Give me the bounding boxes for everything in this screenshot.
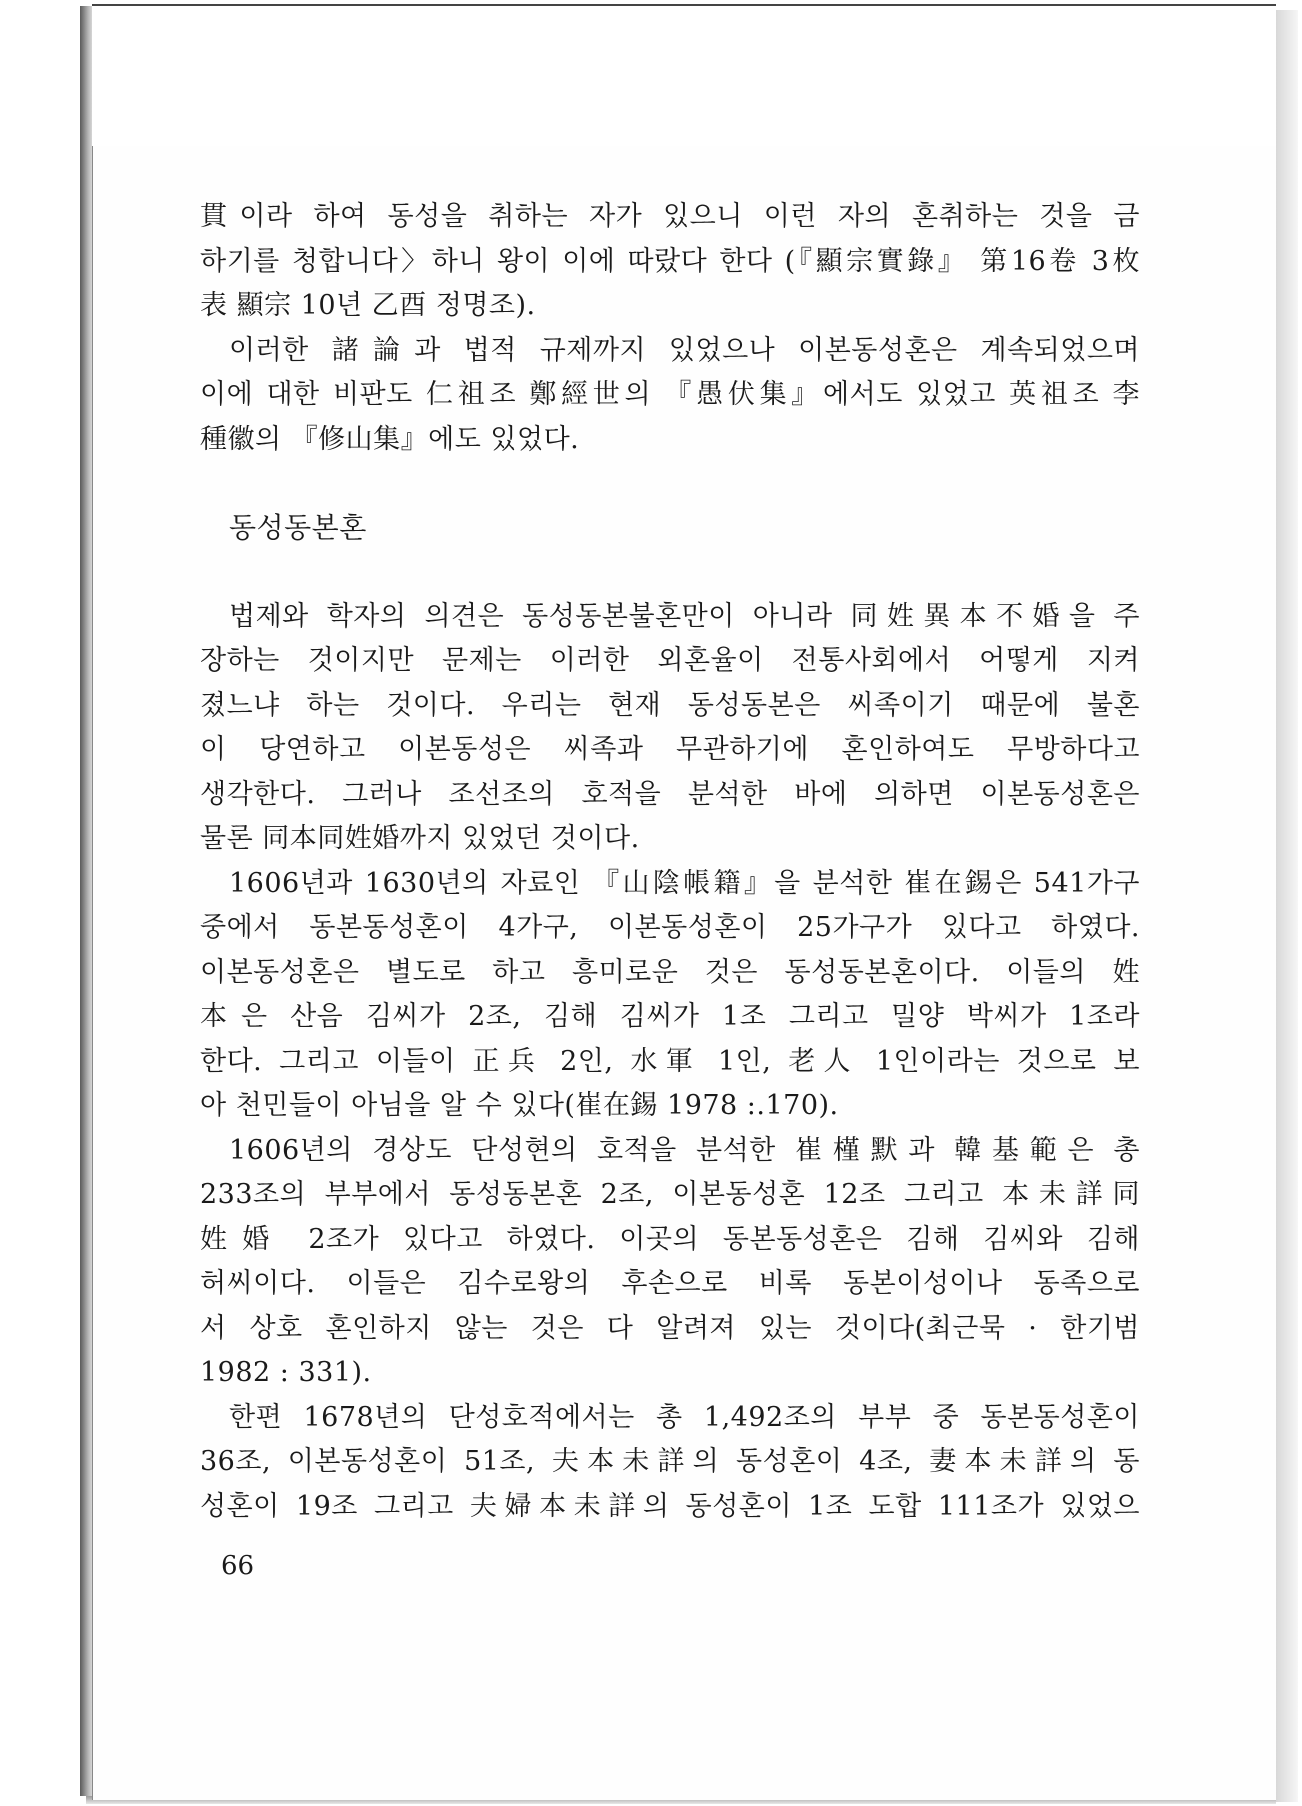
text-line: 졌느냐 하는 것이다. 우리는 현재 동성동본은 씨족이기 때문에 불혼: [200, 689, 1140, 721]
text-line: 233조의 부부에서 동성동본혼 2조, 이본동성혼 12조 그리고 本未詳同: [200, 1179, 1140, 1210]
text-line: 1606년과 1630년의 자료인 『山陰帳籍』을 분석한 崔在錫은 541가구: [229, 867, 1140, 899]
text-line: 이에 대한 비판도 仁祖조 鄭經世의 『愚伏集』에서도 있었고 英祖조 李: [200, 379, 1140, 410]
text-line: 물론 同本同姓婚까지 있었던 것이다.: [200, 823, 640, 854]
text-line: 種徽의 『修山集』에도 있었다.: [200, 423, 580, 455]
text-line: 1982 : 331).: [200, 1357, 372, 1388]
text-line: 중에서 동본동성혼이 4가구, 이본동성혼이 25가구가 있다고 하였다.: [200, 912, 1140, 943]
text-line: 이러한 諸論과 법적 규제까지 있었으나 이본동성혼은 계속되었으며: [229, 334, 1140, 366]
text-line: 1606년의 경상도 단성현의 호적을 분석한 崔槿默과 韓基範은 총: [229, 1134, 1140, 1166]
text-line: 貫이라 하여 동성을 취하는 자가 있으니 이런 자의 혼취하는 것을 금: [200, 201, 1140, 232]
page-edge-right: [1276, 10, 1298, 1802]
paragraph-3: [200, 595, 1140, 862]
paragraph-4: [200, 862, 1140, 1129]
page-number: 66: [221, 1551, 255, 1581]
text-line: 한편 1678년의 단성호적에서는 총 1,492조의 부부 중 동본동성혼이: [229, 1401, 1140, 1433]
text-line: 한다. 그리고 이들이 正兵 2인, 水軍 1인, 老人 1인이라는 것으로 보: [200, 1045, 1140, 1077]
text-line: 서 상호 혼인하지 않는 것은 다 알려져 있는 것이다(최근묵 · 한기범: [200, 1312, 1140, 1344]
text-line: 本은 산음 김씨가 2조, 김해 김씨가 1조 그리고 밀양 박씨가 1조라: [200, 1001, 1140, 1032]
text-line: 姓婚 2조가 있다고 하였다. 이곳의 동본동성혼은 김해 김씨와 김해: [200, 1223, 1140, 1255]
section-heading: 동성동본혼: [229, 511, 367, 544]
text-line: 생각한다. 그러나 조선조의 호적을 분석한 바에 의하면 이본동성혼은: [200, 778, 1140, 810]
text-line: 36조, 이본동성혼이 51조, 夫本未詳의 동성혼이 4조, 妻本未詳의 동: [200, 1446, 1140, 1477]
text-line: 이 당연하고 이본동성은 씨족과 무관하기에 혼인하여도 무방하다고: [200, 734, 1140, 765]
text-line: 表 顯宗 10년 乙酉 정명조).: [200, 290, 536, 321]
text-line: 아 천민들이 아님을 알 수 있다(崔在錫 1978 :.170).: [200, 1090, 839, 1121]
text-line: 하기를 청합니다〉하니 왕이 이에 따랐다 한다 (『顯宗實錄』 第16卷 3枚: [200, 245, 1141, 277]
text-line: 법제와 학자의 의견은 동성동본불혼만이 아니라 同姓異本不婚을 주: [229, 600, 1140, 632]
paragraph-6: [200, 1396, 1140, 1530]
page-top-margin: [92, 6, 1276, 146]
text-line: 이본동성혼은 별도로 하고 흥미로운 것은 동성동본혼이다. 이들의 姓: [200, 956, 1140, 988]
paragraph-1: [200, 195, 1140, 329]
text-line: 허씨이다. 이들은 김수로왕의 후손으로 비록 동본이성이나 동족으로: [200, 1268, 1140, 1299]
page-body-text: [200, 195, 1140, 1529]
paragraph-2: [200, 329, 1140, 463]
text-line: 장하는 것이지만 문제는 이러한 외혼율이 전통사회에서 어떻게 지켜: [200, 645, 1140, 676]
paragraph-5: [200, 1129, 1140, 1396]
text-line: 성혼이 19조 그리고 夫婦本未詳의 동성혼이 1조 도합 111조가 있었으: [200, 1490, 1140, 1522]
